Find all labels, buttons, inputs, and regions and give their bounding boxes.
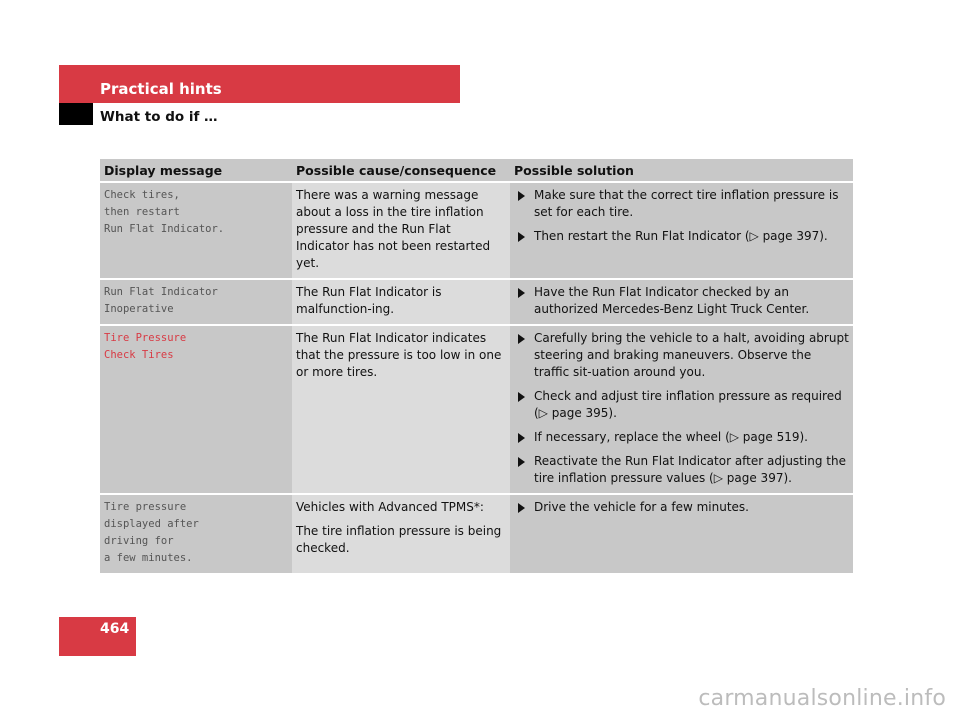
column-header-display-message: Display message [100,159,292,183]
display-message-table [100,159,853,575]
display-message-cell [100,280,292,326]
page-number: 464 [100,621,130,637]
display-message-line: displayed after [104,518,199,530]
solution-text: Then restart the Run Flat Indicator (▷ page 397). [534,229,828,243]
cause-text: There was a warning message about a loss in the tire inflation pressure and the Run Flat Indicator has not been restarted yet. [296,188,491,270]
arrow-bullet-icon [518,232,525,242]
display-message-line: Run Flat Indicator [104,286,218,298]
solution-cell [510,326,853,495]
solution-step [514,284,849,318]
solution-text: Make sure that the correct tire inflation pressure is set for each tire. [534,188,839,219]
table-row [100,183,853,280]
cause-cell [292,183,510,280]
cause-text: Vehicles with Advanced TPMS*: [296,500,484,514]
arrow-bullet-icon [518,334,525,344]
solution-cell [510,183,853,280]
display-message-line: Tire pressure [104,501,187,513]
solution-cell [510,280,853,326]
solution-step [514,429,849,446]
table-row [100,326,853,495]
table-row [100,280,853,326]
cause-cell [292,280,510,326]
solution-step [514,187,849,221]
section-marker [59,103,93,125]
solution-step [514,228,849,245]
solution-text: Reactivate the Run Flat Indicator after adjusting the tire inflation pressure values (▷ page 397). [534,454,846,485]
cause-text: The tire inflation pressure is being checked. [296,524,502,555]
solution-cell [510,495,853,575]
display-message-line: Run Flat Indicator. [104,223,225,235]
display-message-text [104,187,288,238]
display-message-line: Inoperative [104,303,174,315]
table-row [100,495,853,575]
solution-step [514,453,849,487]
column-header-cause: Possible cause/consequence [292,159,510,183]
cause-cell [292,495,510,575]
page-subtitle: What to do if … [100,109,218,125]
arrow-bullet-icon [518,457,525,467]
solution-step [514,330,849,381]
solution-text: Drive the vehicle for a few minutes. [534,500,749,514]
cause-text: The Run Flat Indicator is malfunction-ing. [296,285,442,316]
display-message-text [104,499,288,567]
display-message-line: Check tires, [104,189,180,201]
display-message-line: a few minutes. [104,552,193,564]
display-message-line: driving for [104,535,174,547]
display-message-line: Check Tires [104,349,174,361]
display-message-cell [100,326,292,495]
display-message-text [104,284,288,318]
arrow-bullet-icon [518,503,525,513]
arrow-bullet-icon [518,191,525,201]
display-message-cell [100,183,292,280]
column-header-solution: Possible solution [510,159,853,183]
cause-text: The Run Flat Indicator indicates that the pressure is too low in one or more tires. [296,331,502,379]
arrow-bullet-icon [518,288,525,298]
display-message-text [104,330,288,364]
display-message-cell [100,495,292,575]
section-title: Practical hints [100,80,222,98]
display-message-line: Tire Pressure [104,332,187,344]
arrow-bullet-icon [518,433,525,443]
solution-text: Carefully bring the vehicle to a halt, avoiding abrupt steering and braking maneuvers. Observe the traffic sit-uation around you. [534,331,849,379]
cause-cell [292,326,510,495]
solution-step [514,499,849,516]
watermark: carmanualsonline.info [698,686,946,711]
solution-text: Have the Run Flat Indicator checked by an authorized Mercedes-Benz Light Truck Center. [534,285,810,316]
solution-step [514,388,849,422]
display-message-line: then restart [104,206,180,218]
solution-text: If necessary, replace the wheel (▷ page 519). [534,430,808,444]
solution-text: Check and adjust tire inflation pressure as required (▷ page 395). [534,389,842,420]
arrow-bullet-icon [518,392,525,402]
table-header-row [100,159,853,183]
